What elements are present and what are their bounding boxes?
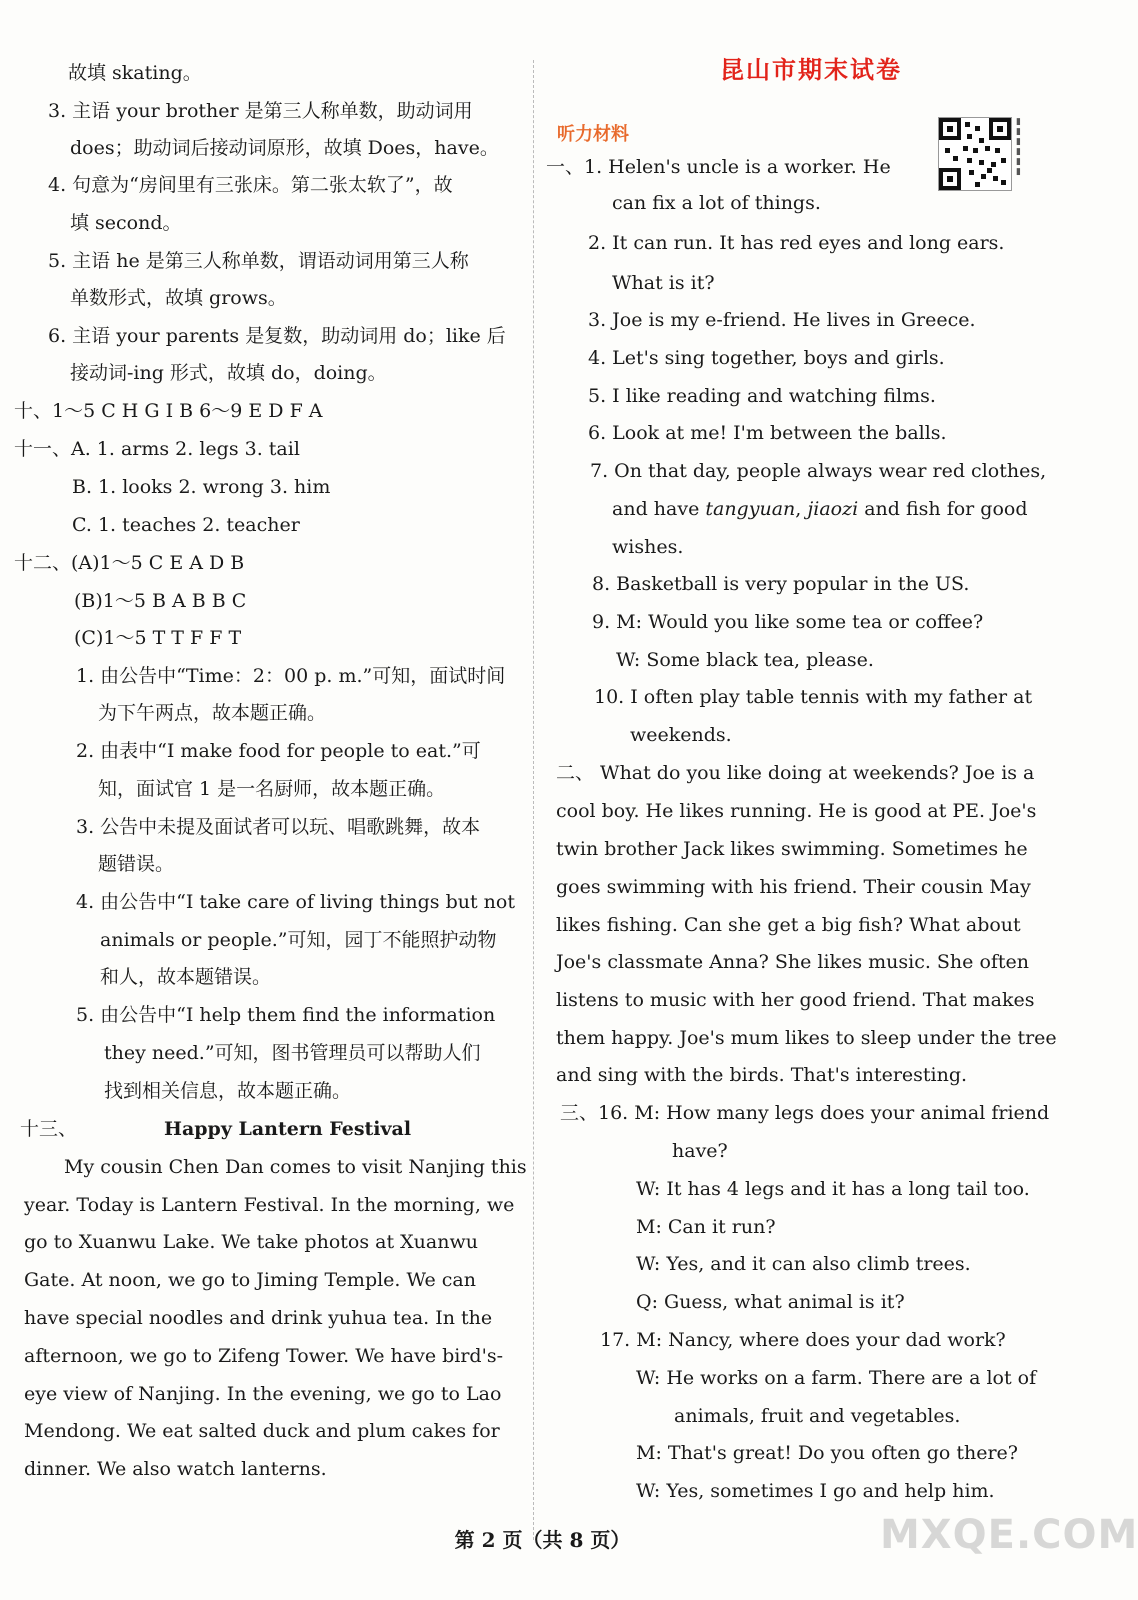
answer-line: B. 1. looks 2. wrong 3. him bbox=[72, 476, 331, 498]
answer-line: 4. 句意为“房间里有三张床。第二张太软了”，故 bbox=[48, 174, 453, 196]
listening-line: weekends. bbox=[630, 724, 732, 746]
answer-line: 6. 主语 your parents 是复数，助动词用 do；like 后 bbox=[48, 325, 506, 347]
listening-section-label: 听力材料 bbox=[557, 124, 629, 145]
answer-line: dinner. We also watch lanterns. bbox=[24, 1458, 327, 1480]
listening-line: 8. Basketball is very popular in the US. bbox=[592, 573, 970, 595]
listening-line: have? bbox=[672, 1140, 728, 1162]
answer-line: 3. 主语 your brother 是第三人称单数，助动词用 bbox=[48, 100, 473, 122]
watermark-logo: MXQE.COM bbox=[880, 1512, 1138, 1558]
answer-line: (B)1～5 B A B B C bbox=[74, 590, 247, 612]
answer-line: Mendong. We eat salted duck and plum cakes for bbox=[24, 1420, 500, 1442]
answer-line: 1. 由公告中“Time：2：00 p. m.”可知，面试时间 bbox=[76, 665, 506, 687]
listening-line: M: Can it run? bbox=[636, 1216, 776, 1238]
listening-line: W: Some black tea, please. bbox=[616, 649, 874, 671]
answer-line: 题错误。 bbox=[98, 853, 175, 875]
text-segment: , bbox=[795, 498, 808, 520]
listening-line: them happy. Joe's mum likes to sleep under the tree bbox=[556, 1027, 1057, 1049]
answer-line: 2. 由表中“I make food for people to eat.”可 bbox=[76, 740, 481, 762]
answer-line: go to Xuanwu Lake. We take photos at Xuanwu bbox=[24, 1231, 478, 1253]
listening-line: 17. M: Nancy, where does your dad work? bbox=[600, 1329, 1006, 1351]
listening-line: wishes. bbox=[612, 536, 684, 558]
qr-code-icon bbox=[938, 117, 1012, 191]
text-italic: tangyuan bbox=[705, 498, 796, 520]
answer-line: animals or people.”可知，园丁不能照护动物 bbox=[100, 929, 497, 951]
essay-title: Happy Lantern Festival bbox=[164, 1118, 412, 1140]
listening-line: 二、 What do you like doing at weekends? Joe is a bbox=[556, 762, 1035, 784]
answer-line: Gate. At noon, we go to Jiming Temple. We can bbox=[24, 1269, 476, 1291]
listening-line: What is it? bbox=[612, 272, 715, 294]
text-segment: and have bbox=[612, 498, 706, 520]
column-divider bbox=[533, 60, 534, 1540]
answer-line: eye view of Nanjing. In the evening, we go to Lao bbox=[24, 1383, 502, 1405]
qr-side-text: ▮ ▮ ▮ ▮ ▮ ▮ bbox=[1016, 117, 1021, 177]
answer-line: 找到相关信息，故本题正确。 bbox=[104, 1080, 352, 1102]
listening-line: can fix a lot of things. bbox=[612, 192, 821, 214]
listening-line: 一、1. Helen's uncle is a worker. He bbox=[546, 156, 891, 178]
answer-line: 为下午两点，故本题正确。 bbox=[98, 702, 327, 724]
answer-line: 5. 主语 he 是第三人称单数，谓语动词用第三人称 bbox=[48, 250, 469, 272]
listening-line: 4. Let's sing together, boys and girls. bbox=[588, 347, 945, 369]
listening-line: 7. On that day, people always wear red clothes, bbox=[590, 460, 1047, 482]
listening-line: twin brother Jack likes swimming. Sometimes he bbox=[556, 838, 1028, 860]
answer-line: they need.”可知，图书管理员可以帮助人们 bbox=[104, 1042, 481, 1064]
answer-line: 接动词-ing 形式，故填 do，doing。 bbox=[70, 362, 387, 384]
listening-line: 3. Joe is my e-friend. He lives in Greece. bbox=[588, 309, 976, 331]
listening-line: 三、16. M: How many legs does your animal friend bbox=[560, 1102, 1050, 1124]
listening-line: Joe's classmate Anna? She likes music. She often bbox=[556, 951, 1030, 973]
answer-line: afternoon, we go to Zifeng Tower. We have bird's- bbox=[24, 1345, 503, 1367]
listening-line: cool boy. He likes running. He is good at PE. Joe's bbox=[556, 800, 1037, 822]
answer-line: 知，面试官 1 是一名厨师，故本题正确。 bbox=[98, 778, 446, 800]
answer-line: My cousin Chen Dan comes to visit Nanjing this bbox=[64, 1156, 527, 1178]
page-footer: 第 2 页（共 8 页） bbox=[454, 1528, 631, 1552]
exam-title: 昆山市期末试卷 bbox=[720, 55, 902, 84]
answer-line: 十三、 bbox=[20, 1118, 78, 1140]
answer-line: 十二、(A)1～5 C E A D B bbox=[14, 552, 245, 574]
listening-line: W: It has 4 legs and it has a long tail too. bbox=[636, 1178, 1030, 1200]
listening-line: 2. It can run. It has red eyes and long ears. bbox=[588, 232, 1005, 254]
answer-line: 4. 由公告中“I take care of living things but not bbox=[76, 891, 515, 913]
listening-line: W: Yes, and it can also climb trees. bbox=[636, 1253, 971, 1275]
answer-line: does；助动词后接动词原形，故填 Does，have。 bbox=[70, 137, 499, 159]
answer-line: 十一、A. 1. arms 2. legs 3. tail bbox=[14, 438, 300, 460]
listening-line-7b bbox=[612, 496, 1028, 522]
listening-line: and sing with the birds. That's interesting. bbox=[556, 1064, 968, 1086]
listening-line: 10. I often play table tennis with my father at bbox=[594, 686, 1033, 708]
answer-line: C. 1. teaches 2. teacher bbox=[72, 514, 300, 536]
answer-line: year. Today is Lantern Festival. In the morning, we bbox=[24, 1194, 515, 1216]
answer-line: 和人，故本题错误。 bbox=[100, 966, 272, 988]
listening-line: M: That's great! Do you often go there? bbox=[636, 1442, 1018, 1464]
listening-line: listens to music with her good friend. That makes bbox=[556, 989, 1035, 1011]
text-italic: jiaozi bbox=[807, 498, 859, 520]
answer-line: (C)1～5 T T F F T bbox=[74, 627, 242, 649]
answer-line: have special noodles and drink yuhua tea. In the bbox=[24, 1307, 493, 1329]
listening-line: W: Yes, sometimes I go and help him. bbox=[636, 1480, 995, 1502]
text-segment: and fish for good bbox=[858, 498, 1028, 520]
answer-line: 3. 公告中未提及面试者可以玩、唱歌跳舞，故本 bbox=[76, 816, 481, 838]
answer-line: 故填 skating。 bbox=[68, 62, 202, 84]
listening-line: goes swimming with his friend. Their cousin May bbox=[556, 876, 1031, 898]
listening-line: 5. I like reading and watching films. bbox=[588, 385, 936, 407]
listening-line: 9. M: Would you like some tea or coffee? bbox=[592, 611, 984, 633]
listening-line: W: He works on a farm. There are a lot of bbox=[636, 1367, 1037, 1389]
answer-line: 单数形式，故填 grows。 bbox=[70, 287, 287, 309]
answer-line: 填 second。 bbox=[70, 212, 182, 234]
answer-line: 5. 由公告中“I help them find the information bbox=[76, 1004, 496, 1026]
listening-line: animals, fruit and vegetables. bbox=[674, 1405, 961, 1427]
answer-line: 十、1～5 C H G I B 6～9 E D F A bbox=[14, 400, 323, 422]
listening-line: 6. Look at me! I'm between the balls. bbox=[588, 422, 947, 444]
listening-line: Q: Guess, what animal is it? bbox=[636, 1291, 905, 1313]
listening-line: likes fishing. Can she get a big fish? What about bbox=[556, 914, 1021, 936]
